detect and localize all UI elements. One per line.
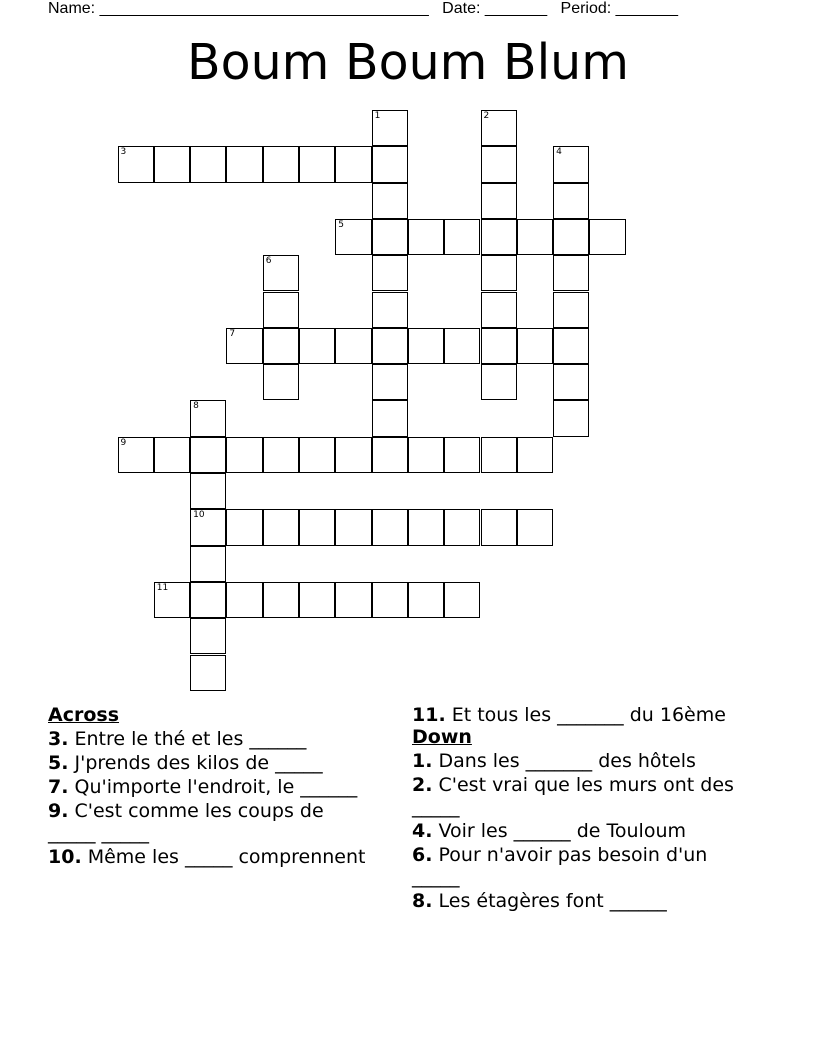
clue-number: 4.	[412, 820, 433, 842]
grid-cell[interactable]	[263, 437, 299, 473]
grid-cell[interactable]	[299, 328, 335, 364]
grid-cell[interactable]	[154, 437, 190, 473]
clue-number: 5.	[48, 752, 69, 774]
grid-cell[interactable]	[517, 437, 553, 473]
grid-cell[interactable]	[481, 219, 517, 255]
grid-cell[interactable]	[444, 328, 480, 364]
grid-cell[interactable]	[481, 255, 517, 291]
grid-cell[interactable]	[299, 509, 335, 545]
grid-cell[interactable]	[263, 328, 299, 364]
across-clue	[48, 776, 368, 798]
date-blank: _______	[484, 0, 548, 17]
cell-number: 2	[483, 111, 490, 121]
grid-cell[interactable]	[190, 655, 226, 691]
across-clue	[48, 846, 368, 868]
grid-cell[interactable]	[408, 509, 444, 545]
clue-text: Pour n'avoir pas besoin d'un _____	[412, 844, 708, 888]
grid-cell[interactable]	[372, 110, 408, 146]
grid-cell[interactable]	[481, 110, 517, 146]
grid-cell[interactable]	[372, 292, 408, 328]
grid-cell[interactable]	[335, 509, 371, 545]
grid-cell[interactable]	[299, 437, 335, 473]
cell-number: 6	[265, 256, 272, 267]
grid-cell[interactable]	[408, 582, 444, 618]
clue-text: Les étagères font ______	[438, 890, 667, 912]
clue-text: Qu'importe l'endroit, le ______	[74, 776, 358, 798]
grid-cell[interactable]	[335, 146, 371, 182]
grid-cell[interactable]	[481, 146, 517, 182]
clue-text: Même les _____ comprennent	[87, 846, 366, 868]
grid-cell[interactable]	[372, 582, 408, 618]
grid-cell[interactable]	[408, 219, 444, 255]
grid-cell[interactable]	[154, 146, 190, 182]
period-label: Period:	[560, 0, 612, 17]
clue-text: Et tous les _______ du 16ème	[451, 704, 726, 726]
grid-cell[interactable]	[190, 546, 226, 582]
grid-cell[interactable]	[517, 219, 553, 255]
grid-cell[interactable]	[263, 509, 299, 545]
grid-cell[interactable]	[372, 183, 408, 219]
clue-number: 8.	[412, 890, 433, 912]
grid-cell[interactable]	[118, 146, 154, 182]
grid-cell[interactable]	[190, 473, 226, 509]
grid-cell[interactable]	[444, 582, 480, 618]
clue-number: 6.	[412, 844, 433, 866]
period-blank: _______	[615, 0, 678, 17]
cell-number: 10	[193, 510, 205, 521]
down-heading: Down	[412, 726, 472, 748]
across-clue	[48, 752, 368, 774]
grid-cell[interactable]	[226, 328, 262, 364]
name-blank: _____________________________________	[99, 0, 429, 17]
grid-cell[interactable]	[481, 437, 517, 473]
grid-cell[interactable]	[190, 400, 226, 436]
grid-cell[interactable]	[481, 364, 517, 400]
grid-cell[interactable]	[299, 146, 335, 182]
down-clue	[412, 844, 742, 888]
clue-number: 1.	[412, 750, 433, 772]
grid-cell[interactable]	[372, 255, 408, 291]
grid-cell[interactable]	[118, 437, 154, 473]
grid-cell[interactable]	[263, 255, 299, 291]
grid-cell[interactable]	[263, 292, 299, 328]
down-clue	[412, 890, 742, 912]
across-clue	[48, 800, 368, 844]
clues-column-right	[412, 704, 742, 912]
grid-cell[interactable]	[190, 509, 226, 545]
cell-number: 5	[338, 219, 345, 230]
cell-number: 8	[193, 401, 199, 412]
clue-number: 10.	[48, 846, 82, 868]
clue-text: Entre le thé et les ______	[74, 728, 307, 750]
grid-cell[interactable]	[553, 183, 589, 219]
grid-cell[interactable]	[553, 219, 589, 255]
across-clue	[412, 704, 742, 726]
grid-cell[interactable]	[263, 364, 299, 400]
grid-cell[interactable]	[408, 437, 444, 473]
grid-cell[interactable]	[335, 437, 371, 473]
name-label: Name:	[48, 0, 96, 17]
grid-cell[interactable]	[589, 219, 625, 255]
grid-cell[interactable]	[553, 255, 589, 291]
grid-cell[interactable]	[408, 328, 444, 364]
grid-cell[interactable]	[481, 292, 517, 328]
grid-cell[interactable]	[372, 328, 408, 364]
grid-cell[interactable]	[226, 509, 262, 545]
cell-number: 3	[120, 147, 127, 158]
grid-cell[interactable]	[553, 292, 589, 328]
grid-cell[interactable]	[335, 582, 371, 618]
grid-cell[interactable]	[481, 328, 517, 364]
grid-cell[interactable]	[226, 582, 262, 618]
down-clue	[412, 820, 742, 842]
across-clue	[48, 728, 368, 750]
cell-number: 1	[374, 111, 381, 121]
puzzle-title: Boum Boum Blum	[187, 34, 629, 91]
date-label: Date:	[442, 0, 481, 17]
grid-cell[interactable]	[263, 146, 299, 182]
clue-number: 7.	[48, 776, 69, 798]
grid-cell[interactable]	[444, 509, 480, 545]
grid-cell[interactable]	[444, 437, 480, 473]
grid-cell[interactable]	[226, 146, 262, 182]
down-clue	[412, 774, 742, 818]
clue-number: 2.	[412, 774, 433, 796]
grid-cell[interactable]	[335, 219, 371, 255]
grid-cell[interactable]	[517, 328, 553, 364]
clue-number: 9.	[48, 800, 69, 822]
grid-cell[interactable]	[335, 328, 371, 364]
grid-cell[interactable]	[372, 400, 408, 436]
grid-cell[interactable]	[190, 618, 226, 654]
grid-cell[interactable]	[517, 509, 553, 545]
clue-number: 3.	[48, 728, 69, 750]
grid-cell[interactable]	[226, 437, 262, 473]
clue-text: J'prends des kilos de _____	[74, 752, 323, 774]
grid-cell[interactable]	[481, 183, 517, 219]
grid-cell[interactable]	[372, 364, 408, 400]
grid-cell[interactable]	[190, 146, 226, 182]
grid-cell[interactable]	[553, 400, 589, 436]
cell-number: 4	[556, 147, 562, 158]
grid-cell[interactable]	[372, 509, 408, 545]
cell-number: 11	[156, 582, 169, 593]
down-clue	[412, 750, 742, 772]
grid-cell[interactable]	[372, 437, 408, 473]
cell-number: 9	[120, 437, 127, 448]
grid-cell[interactable]	[263, 582, 299, 618]
grid-cell[interactable]	[190, 582, 226, 618]
grid-cell[interactable]	[444, 219, 480, 255]
grid-cell[interactable]	[553, 364, 589, 400]
clue-text: Voir les ______ de Touloum	[438, 820, 687, 842]
clue-text: C'est vrai que les murs ont des _____	[412, 774, 734, 818]
grid-cell[interactable]	[481, 509, 517, 545]
clues-column-left	[48, 704, 368, 868]
grid-cell[interactable]	[372, 146, 408, 182]
clue-text: C'est comme les coups de _____ _____	[48, 800, 324, 844]
cell-number: 7	[229, 328, 236, 339]
grid-cell[interactable]	[372, 219, 408, 255]
clue-number: 11.	[412, 704, 446, 726]
grid-cell[interactable]	[553, 146, 589, 182]
grid-cell[interactable]	[299, 582, 335, 618]
grid-cell[interactable]	[154, 582, 190, 618]
grid-cell[interactable]	[553, 328, 589, 364]
grid-cell[interactable]	[190, 437, 226, 473]
clue-text: Dans les _______ des hôtels	[438, 750, 696, 772]
across-heading: Across	[48, 704, 120, 726]
